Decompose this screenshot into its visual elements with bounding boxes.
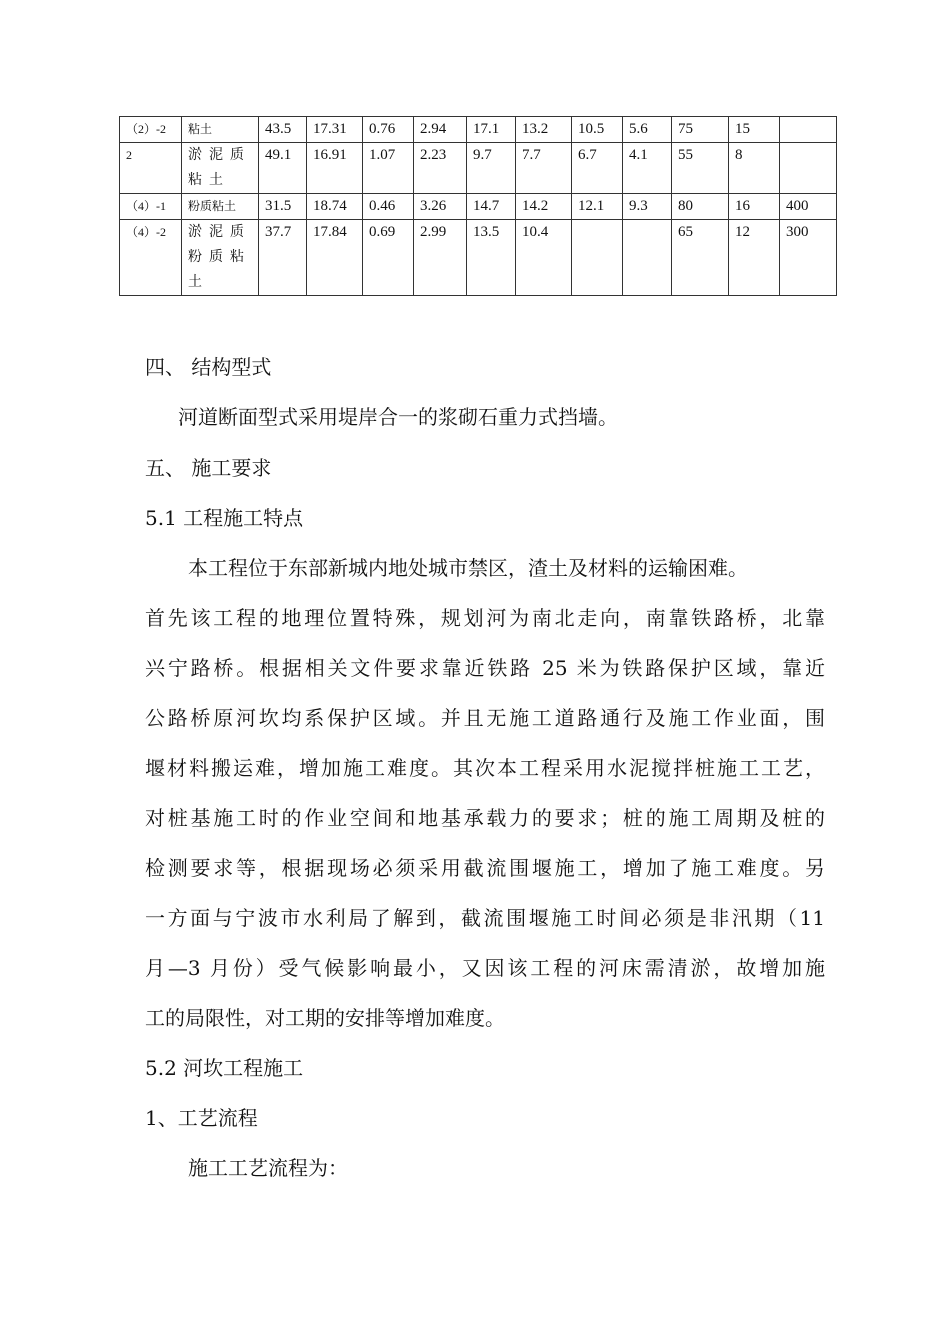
value-cell: 7.7: [516, 143, 572, 194]
section-5-heading: 五、 施工要求: [145, 456, 272, 480]
soil-name-line: 粉质粘土: [188, 199, 237, 213]
value-cell: 5.6: [623, 117, 672, 143]
value-cell: 13.2: [516, 117, 572, 143]
paragraph-line: 检测要求等，根据现场必须采用截流围堰施工，增加了施工难度。另: [145, 856, 825, 880]
value-cell: 14.7: [467, 194, 516, 220]
value-cell: 55: [672, 143, 729, 194]
value-cell: [780, 143, 837, 194]
soil-name-line: 粘土: [188, 122, 213, 136]
paragraph-line: 本工程位于东部新城内地处城市禁区，渣土及材料的运输困难。: [188, 556, 748, 580]
table-row: [120, 220, 837, 296]
value-cell: 400: [780, 194, 837, 220]
paragraph-line: 一方面与宁波市水利局了解到，截流围堰施工时间必须是非汛期（11: [145, 906, 825, 930]
layer-id-cell: （2）-2: [120, 117, 182, 143]
value-cell: 13.5: [467, 220, 516, 296]
table-row: [120, 194, 837, 220]
soil-name-line: 淤泥质: [188, 225, 251, 240]
list-item-process-flow: 1、工艺流程: [145, 1106, 258, 1130]
value-cell: 43.5: [259, 117, 307, 143]
value-cell: 9.7: [467, 143, 516, 194]
section-5-1-heading: 5.1 工程施工特点: [145, 506, 304, 530]
soil-name-line: 淤泥质: [188, 148, 251, 163]
section-4-text: 河道断面型式采用堤岸合一的浆砌石重力式挡墙。: [178, 405, 618, 429]
value-cell: 37.7: [259, 220, 307, 296]
layer-id-cell: 2: [120, 143, 182, 194]
value-cell: 2.23: [414, 143, 467, 194]
paragraph-line: 月—3 月份）受气候影响最小，又因该工程的河床需清淤，故增加施: [145, 956, 825, 980]
section-4-heading: 四、 结构型式: [145, 355, 272, 379]
paragraph-line: 堰材料搬运难，增加施工难度。其次本工程采用水泥搅拌桩施工工艺，: [145, 756, 825, 780]
layer-id-cell: （4）-2: [120, 220, 182, 296]
paragraph-line: 首先该工程的地理位置特殊，规划河为南北走向，南靠铁路桥，北靠: [145, 606, 825, 630]
soil-name-cell: [182, 143, 259, 194]
soil-name-cell: [182, 220, 259, 296]
value-cell: 18.74: [307, 194, 363, 220]
value-cell: 17.1: [467, 117, 516, 143]
process-flow-text: 施工工艺流程为：: [188, 1156, 348, 1180]
paragraph-line: 工的局限性，对工期的安排等增加难度。: [145, 1006, 505, 1030]
value-cell: 17.31: [307, 117, 363, 143]
value-cell: 17.84: [307, 220, 363, 296]
value-cell: 2.94: [414, 117, 467, 143]
value-cell: 2.99: [414, 220, 467, 296]
value-cell: 14.2: [516, 194, 572, 220]
value-cell: 0.46: [363, 194, 414, 220]
table-row: [120, 143, 837, 194]
table-row: [120, 117, 837, 143]
soil-name-line: 粘土: [188, 173, 230, 188]
value-cell: 6.7: [572, 143, 623, 194]
value-cell: 8: [729, 143, 780, 194]
value-cell: [780, 117, 837, 143]
soil-parameter-table: [119, 116, 837, 296]
value-cell: 3.26: [414, 194, 467, 220]
layer-id-cell: （4）-1: [120, 194, 182, 220]
value-cell: 31.5: [259, 194, 307, 220]
paragraph-line: 对桩基施工时的作业空间和地基承载力的要求；桩的施工周期及桩的: [145, 806, 825, 830]
value-cell: [572, 220, 623, 296]
value-cell: 1.07: [363, 143, 414, 194]
value-cell: 12: [729, 220, 780, 296]
value-cell: 16: [729, 194, 780, 220]
value-cell: 9.3: [623, 194, 672, 220]
value-cell: 12.1: [572, 194, 623, 220]
soil-name-line: 粉质粘: [188, 250, 251, 265]
soil-name-line: 土: [188, 275, 209, 290]
value-cell: 0.69: [363, 220, 414, 296]
soil-name-cell: [182, 117, 259, 143]
value-cell: 49.1: [259, 143, 307, 194]
value-cell: 10.4: [516, 220, 572, 296]
value-cell: [623, 220, 672, 296]
value-cell: 65: [672, 220, 729, 296]
paragraph-line: 兴宁路桥。根据相关文件要求靠近铁路 25 米为铁路保护区域，靠近: [145, 656, 825, 680]
value-cell: 75: [672, 117, 729, 143]
value-cell: 80: [672, 194, 729, 220]
value-cell: 16.91: [307, 143, 363, 194]
value-cell: 4.1: [623, 143, 672, 194]
paragraph-line: 公路桥原河坎均系保护区域。并且无施工道路通行及施工作业面，围: [145, 706, 825, 730]
value-cell: 10.5: [572, 117, 623, 143]
soil-name-cell: [182, 194, 259, 220]
value-cell: 300: [780, 220, 837, 296]
value-cell: 15: [729, 117, 780, 143]
value-cell: 0.76: [363, 117, 414, 143]
section-5-2-heading: 5.2 河坎工程施工: [145, 1056, 304, 1080]
